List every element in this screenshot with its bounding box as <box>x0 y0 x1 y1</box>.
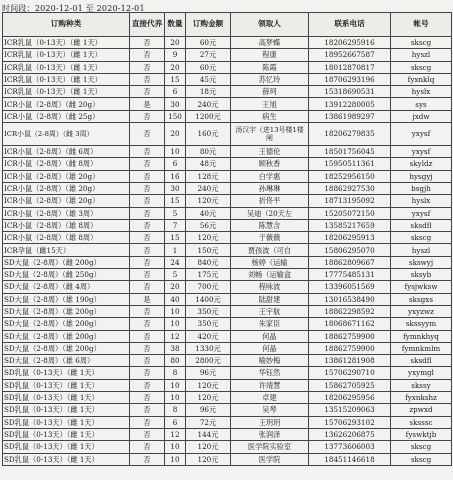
cell-amount: 18元 <box>186 86 231 98</box>
cell-amount: 72元 <box>186 416 231 428</box>
table-row <box>3 355 452 367</box>
cell-quantity: 15 <box>165 195 186 207</box>
cell-direct-raise: 否 <box>130 379 165 391</box>
cell-quantity: 20 <box>165 281 186 293</box>
cell-account: sys <box>391 98 452 110</box>
cell-amount: 150元 <box>186 244 231 256</box>
cell-direct-raise: 否 <box>130 256 165 268</box>
cell-receiver: 朱家臣 <box>231 318 309 330</box>
cell-receiver: 陆甜建 <box>231 293 309 305</box>
cell-amount: 240元 <box>186 182 231 194</box>
cell-quantity: 24 <box>165 256 186 268</box>
cell-quantity: 10 <box>165 441 186 453</box>
cell-receiver: 折佟平 <box>231 195 309 207</box>
cell-order-type: SD乳鼠（0-13天）（雌 1天） <box>3 453 130 465</box>
cell-quantity: 10 <box>165 379 186 391</box>
cell-direct-raise: 否 <box>130 110 165 122</box>
cell-quantity: 30 <box>165 98 186 110</box>
table-row <box>3 416 452 428</box>
cell-account: zpwxd <box>391 404 452 416</box>
table-row <box>3 170 452 182</box>
cell-account: hysgyj <box>391 170 452 182</box>
cell-direct-raise: 否 <box>130 281 165 293</box>
cell-phone: 18862298592 <box>309 305 391 317</box>
header-quantity: 数量 <box>165 13 186 37</box>
cell-phone: 15205072150 <box>309 207 391 219</box>
table-row <box>3 86 452 98</box>
cell-amount: 1330元 <box>186 342 231 354</box>
cell-receiver: 何晶 <box>231 330 309 342</box>
cell-account: hyszl <box>391 49 452 61</box>
cell-phone: 13016538490 <box>309 293 391 305</box>
cell-phone: 15318690531 <box>309 86 391 98</box>
cell-order-type: ICR小鼠（2-8周）（雄 3周） <box>3 207 130 219</box>
cell-quantity: 150 <box>165 110 186 122</box>
cell-amount: 120元 <box>186 379 231 391</box>
table-row <box>3 441 452 453</box>
cell-direct-raise: 否 <box>130 123 165 146</box>
table-row <box>3 428 452 440</box>
cell-account: yxysf <box>391 207 452 219</box>
cell-account: hyszl <box>391 244 452 256</box>
cell-amount: 350元 <box>186 305 231 317</box>
period-range: 2020-12-01 至 2020-12-01 <box>34 4 145 13</box>
cell-amount: 120元 <box>186 392 231 404</box>
cell-direct-raise: 否 <box>130 232 165 244</box>
table-row <box>3 98 452 110</box>
cell-order-type: SD大鼠（2-8周）（雄 200g） <box>3 318 130 330</box>
table-row <box>3 232 452 244</box>
cell-order-type: ICR小鼠（2-8周）（雄 20g） <box>3 170 130 182</box>
cell-account: skscg <box>391 37 452 49</box>
cell-order-type: ICR乳鼠（0-13天）（雌 1天） <box>3 61 130 73</box>
header-phone: 联系电话 <box>309 13 391 37</box>
cell-order-type: ICR孕鼠（雌15天） <box>3 244 130 256</box>
period-label: 时间段： <box>2 4 35 13</box>
cell-direct-raise: 否 <box>130 318 165 330</box>
cell-phone: 13585217659 <box>309 219 391 231</box>
cell-phone: 18012870817 <box>309 61 391 73</box>
cell-account: skscg <box>391 232 452 244</box>
cell-order-type: ICR小鼠（2-8周）（雌 25g） <box>3 110 130 122</box>
cell-phone: 15950511361 <box>309 158 391 170</box>
cell-order-type: ICR小鼠（2-8周）（雄 8周） <box>3 219 130 231</box>
cell-direct-raise: 否 <box>130 73 165 85</box>
cell-receiver: 吴迪（20天左 <box>231 207 309 219</box>
cell-phone: 18206295913 <box>309 232 391 244</box>
cell-amount: 120元 <box>186 232 231 244</box>
cell-receiver: 刘畅（运输盒 <box>231 269 309 281</box>
cell-order-type: SD大鼠（2-8周）（雌 4周） <box>3 281 130 293</box>
table-row <box>3 342 452 354</box>
cell-phone: 18451146618 <box>309 453 391 465</box>
cell-quantity: 15 <box>165 73 186 85</box>
cell-amount: 27元 <box>186 49 231 61</box>
cell-phone: 18952667587 <box>309 49 391 61</box>
cell-receiver: 顾秋香 <box>231 158 309 170</box>
cell-order-type: ICR乳鼠（0-13天）（雌 1天） <box>3 86 130 98</box>
cell-phone: 13912280005 <box>309 98 391 110</box>
cell-account: sksdfl <box>391 355 452 367</box>
cell-amount: 160元 <box>186 123 231 146</box>
cell-account: skscg <box>391 441 452 453</box>
cell-order-type: SD大鼠（2-8周）（雄 6周） <box>3 355 130 367</box>
cell-quantity: 40 <box>165 293 186 305</box>
cell-direct-raise: 否 <box>130 441 165 453</box>
cell-order-type: SD乳鼠（0-13天）（雌 1天） <box>3 392 130 404</box>
table-row <box>3 244 452 256</box>
cell-quantity: 5 <box>165 207 186 219</box>
cell-amount: 840元 <box>186 256 231 268</box>
cell-phone: 17775485131 <box>309 269 391 281</box>
cell-phone: 13773606003 <box>309 441 391 453</box>
cell-direct-raise: 否 <box>130 219 165 231</box>
cell-direct-raise: 否 <box>130 61 165 73</box>
cell-direct-raise: 否 <box>130 453 165 465</box>
cell-receiver: 王德伦 <box>231 146 309 158</box>
cell-receiver: 陈霞 <box>231 61 309 73</box>
table-row <box>3 318 452 330</box>
cell-phone: 18252956150 <box>309 170 391 182</box>
orders-table-body <box>3 37 452 466</box>
cell-receiver: 孙琳琳 <box>231 182 309 194</box>
table-row <box>3 379 452 391</box>
cell-account: yxyzwz <box>391 305 452 317</box>
cell-amount: 120元 <box>186 195 231 207</box>
header-account: 帐号 <box>391 13 452 37</box>
cell-receiver: 吴琴 <box>231 404 309 416</box>
cell-order-type: ICR小鼠（2-8周）（雄 8周） <box>3 232 130 244</box>
cell-receiver: 王旭 <box>231 98 309 110</box>
table-row <box>3 269 452 281</box>
cell-order-type: SD乳鼠（0-13天）（雌 1天） <box>3 404 130 416</box>
cell-order-type: SD大鼠（2-8周）（雄 190g） <box>3 293 130 305</box>
cell-phone: 18206295916 <box>309 37 391 49</box>
cell-account: sksyb <box>391 269 452 281</box>
cell-account: yxysf <box>391 146 452 158</box>
cell-order-type: ICR小鼠（2-8周）（雌 20g） <box>3 98 130 110</box>
cell-phone: 15706290710 <box>309 367 391 379</box>
cell-amount: 96元 <box>186 404 231 416</box>
cell-order-type: ICR乳鼠（0-13天）（雌 1天） <box>3 37 130 49</box>
cell-phone: 15706293102 <box>309 416 391 428</box>
cell-amount: 2800元 <box>186 355 231 367</box>
table-row <box>3 219 452 231</box>
cell-account: hyslx <box>391 195 452 207</box>
cell-account: sksssc <box>391 416 452 428</box>
cell-direct-raise: 否 <box>130 404 165 416</box>
cell-order-type: ICR小鼠（2-8周）（雌 6周） <box>3 146 130 158</box>
cell-amount: 1400元 <box>186 293 231 305</box>
cell-direct-raise: 否 <box>130 330 165 342</box>
header-amount: 订购金额 <box>186 13 231 37</box>
cell-amount: 56元 <box>186 219 231 231</box>
cell-phone: 18706293196 <box>309 73 391 85</box>
table-row <box>3 207 452 219</box>
header-row <box>3 13 452 37</box>
cell-direct-raise: 否 <box>130 342 165 354</box>
cell-order-type: SD大鼠（2-8周）（雌 200g） <box>3 256 130 268</box>
cell-direct-raise: 否 <box>130 428 165 440</box>
cell-phone: 13626206875 <box>309 428 391 440</box>
cell-account: fymnkhyq <box>391 330 452 342</box>
cell-account: fymnkmlm <box>391 342 452 354</box>
cell-direct-raise: 否 <box>130 158 165 170</box>
cell-account: fyxnkshz <box>391 392 452 404</box>
cell-receiver: 王玥玥 <box>231 416 309 428</box>
table-row <box>3 367 452 379</box>
cell-quantity: 7 <box>165 219 186 231</box>
cell-direct-raise: 否 <box>130 49 165 61</box>
cell-quantity: 12 <box>165 330 186 342</box>
cell-amount: 40元 <box>186 207 231 219</box>
cell-order-type: SD大鼠（2-8周）（雌 250g） <box>3 269 130 281</box>
table-row <box>3 392 452 404</box>
cell-phone: 18206295956 <box>309 392 391 404</box>
cell-quantity: 1 <box>165 244 186 256</box>
cell-account: yxymgl <box>391 367 452 379</box>
cell-direct-raise: 否 <box>130 367 165 379</box>
cell-amount: 240元 <box>186 98 231 110</box>
cell-amount: 144元 <box>186 428 231 440</box>
cell-receiver: 医学院实验室 <box>231 441 309 453</box>
cell-quantity: 5 <box>165 269 186 281</box>
cell-phone: 15862705925 <box>309 379 391 391</box>
cell-quantity: 12 <box>165 428 186 440</box>
cell-receiver: 喻妙梅 <box>231 355 309 367</box>
table-row <box>3 182 452 194</box>
table-row <box>3 453 452 465</box>
cell-receiver: 汤汉宇（进13号楼1楼闸 <box>231 123 309 146</box>
cell-receiver: 医学院 <box>231 453 309 465</box>
cell-quantity: 8 <box>165 404 186 416</box>
cell-account: fyswktjb <box>391 428 452 440</box>
cell-receiver: 薛珂 <box>231 86 309 98</box>
cell-receiver: 许靖慧 <box>231 379 309 391</box>
cell-direct-raise: 否 <box>130 207 165 219</box>
table-row <box>3 73 452 85</box>
cell-quantity: 20 <box>165 123 186 146</box>
cell-amount: 96元 <box>186 367 231 379</box>
cell-quantity: 9 <box>165 49 186 61</box>
cell-quantity: 8 <box>165 367 186 379</box>
table-row <box>3 404 452 416</box>
cell-amount: 175元 <box>186 269 231 281</box>
cell-receiver: 程康 <box>231 49 309 61</box>
cell-quantity: 10 <box>165 305 186 317</box>
cell-direct-raise: 否 <box>130 305 165 317</box>
orders-table <box>2 12 452 466</box>
cell-receiver: 陈慧含 <box>231 219 309 231</box>
cell-phone: 18206279835 <box>309 123 391 146</box>
cell-order-type: ICR小鼠（2-8周）（雄 20g） <box>3 182 130 194</box>
cell-direct-raise: 否 <box>130 182 165 194</box>
header-order-type: 订购种类 <box>3 13 130 37</box>
cell-phone: 18713195092 <box>309 195 391 207</box>
cell-phone: 15806295070 <box>309 244 391 256</box>
cell-receiver: 张润泽 <box>231 428 309 440</box>
table-row <box>3 293 452 305</box>
cell-order-type: ICR乳鼠（0-13天）（雌 1天） <box>3 49 130 61</box>
cell-order-type: SD大鼠（2-8周）（雄 200g） <box>3 305 130 317</box>
cell-direct-raise: 是 <box>130 293 165 305</box>
cell-account: fysjwksw <box>391 281 452 293</box>
cell-receiver: 贾孩波（可自 <box>231 244 309 256</box>
cell-amount: 60元 <box>186 37 231 49</box>
cell-receiver: 王宇航 <box>231 305 309 317</box>
cell-amount: 80元 <box>186 146 231 158</box>
cell-direct-raise: 否 <box>130 355 165 367</box>
cell-account: sksdfl <box>391 219 452 231</box>
cell-quantity: 80 <box>165 355 186 367</box>
cell-phone: 13396051569 <box>309 281 391 293</box>
cell-account: skssy <box>391 379 452 391</box>
cell-amount: 700元 <box>186 281 231 293</box>
cell-quantity: 6 <box>165 158 186 170</box>
cell-receiver: 何晶 <box>231 342 309 354</box>
cell-order-type: ICR乳鼠（0-13天）（雌 1天） <box>3 73 130 85</box>
cell-direct-raise: 否 <box>130 392 165 404</box>
cell-direct-raise: 否 <box>130 86 165 98</box>
cell-amount: 45元 <box>186 73 231 85</box>
cell-phone: 18862927530 <box>309 182 391 194</box>
table-row <box>3 256 452 268</box>
cell-quantity: 10 <box>165 453 186 465</box>
cell-direct-raise: 否 <box>130 195 165 207</box>
cell-amount: 60元 <box>186 61 231 73</box>
cell-quantity: 10 <box>165 318 186 330</box>
cell-order-type: ICR小鼠（2-8周）（雌 3周） <box>3 123 130 146</box>
table-row <box>3 158 452 170</box>
table-row <box>3 330 452 342</box>
cell-order-type: ICR小鼠（2-8周）（雄 20g） <box>3 195 130 207</box>
table-row <box>3 37 452 49</box>
cell-order-type: SD乳鼠（0-13天）（雌 1天） <box>3 379 130 391</box>
cell-order-type: SD大鼠（2-8周）（雄 200g） <box>3 342 130 354</box>
cell-receiver: 杨婷（运输 <box>231 256 309 268</box>
cell-account: jxdw <box>391 110 452 122</box>
cell-amount: 128元 <box>186 170 231 182</box>
cell-phone: 13515209063 <box>309 404 391 416</box>
cell-phone: 13861281908 <box>309 355 391 367</box>
cell-account: skyldz <box>391 158 452 170</box>
table-row <box>3 61 452 73</box>
cell-order-type: SD乳鼠（0-13天）（雌 1天） <box>3 428 130 440</box>
cell-amount: 48元 <box>186 158 231 170</box>
cell-account: hyslx <box>391 86 452 98</box>
cell-quantity: 20 <box>165 61 186 73</box>
cell-account: yxysf <box>391 123 452 146</box>
orders-table-header <box>3 13 452 37</box>
cell-quantity: 6 <box>165 416 186 428</box>
cell-phone: 13861989297 <box>309 110 391 122</box>
cell-direct-raise: 否 <box>130 37 165 49</box>
cell-account: skssyym <box>391 318 452 330</box>
cell-receiver: 白学惠 <box>231 170 309 182</box>
header-receiver: 领取人 <box>231 13 309 37</box>
cell-receiver: 苏忆玲 <box>231 73 309 85</box>
cell-amount: 420元 <box>186 330 231 342</box>
table-row <box>3 49 452 61</box>
cell-account: bsgjh <box>391 182 452 194</box>
cell-quantity: 6 <box>165 86 186 98</box>
cell-order-type: SD乳鼠（0-13天）（雌 1天） <box>3 416 130 428</box>
cell-receiver: 华钰然 <box>231 367 309 379</box>
cell-quantity: 10 <box>165 392 186 404</box>
cell-quantity: 20 <box>165 37 186 49</box>
table-row <box>3 110 452 122</box>
table-row <box>3 281 452 293</box>
cell-order-type: ICR小鼠（2-8周）（雌 8周） <box>3 158 130 170</box>
cell-direct-raise: 否 <box>130 269 165 281</box>
cell-account: sksgxs <box>391 293 452 305</box>
cell-account: fyxnklq <box>391 73 452 85</box>
cell-phone: 18068671162 <box>309 318 391 330</box>
cell-quantity: 38 <box>165 342 186 354</box>
table-row <box>3 146 452 158</box>
cell-receiver: 高梦蝶 <box>231 37 309 49</box>
cell-quantity: 16 <box>165 170 186 182</box>
cell-phone: 18862759900 <box>309 342 391 354</box>
cell-amount: 350元 <box>186 318 231 330</box>
cell-phone: 18501756045 <box>309 146 391 158</box>
cell-account: skscg <box>391 453 452 465</box>
cell-receiver: 卓建 <box>231 392 309 404</box>
cell-phone: 18862759900 <box>309 330 391 342</box>
cell-direct-raise: 否 <box>130 170 165 182</box>
cell-phone: 18862809667 <box>309 256 391 268</box>
cell-order-type: SD乳鼠（0-13天）（雌 1天） <box>3 441 130 453</box>
cell-account: skscg <box>391 61 452 73</box>
cell-receiver: 程咏波 <box>231 281 309 293</box>
cell-direct-raise: 否 <box>130 244 165 256</box>
cell-order-type: SD乳鼠（0-13天）（雌 1天） <box>3 367 130 379</box>
cell-receiver: 病生 <box>231 110 309 122</box>
cell-direct-raise: 否 <box>130 146 165 158</box>
cell-amount: 120元 <box>186 441 231 453</box>
header-direct-raise: 直接代养 <box>130 13 165 37</box>
cell-amount: 1200元 <box>186 110 231 122</box>
cell-order-type: SD大鼠（2-8周）（雄 200g） <box>3 330 130 342</box>
cell-direct-raise: 否 <box>130 416 165 428</box>
cell-quantity: 30 <box>165 182 186 194</box>
table-row <box>3 305 452 317</box>
cell-account: skswyj <box>391 256 452 268</box>
cell-quantity: 15 <box>165 232 186 244</box>
cell-receiver: 于薇薇 <box>231 232 309 244</box>
cell-quantity: 10 <box>165 146 186 158</box>
cell-direct-raise: 是 <box>130 98 165 110</box>
table-row <box>3 123 452 146</box>
cell-amount: 120元 <box>186 453 231 465</box>
table-row <box>3 195 452 207</box>
